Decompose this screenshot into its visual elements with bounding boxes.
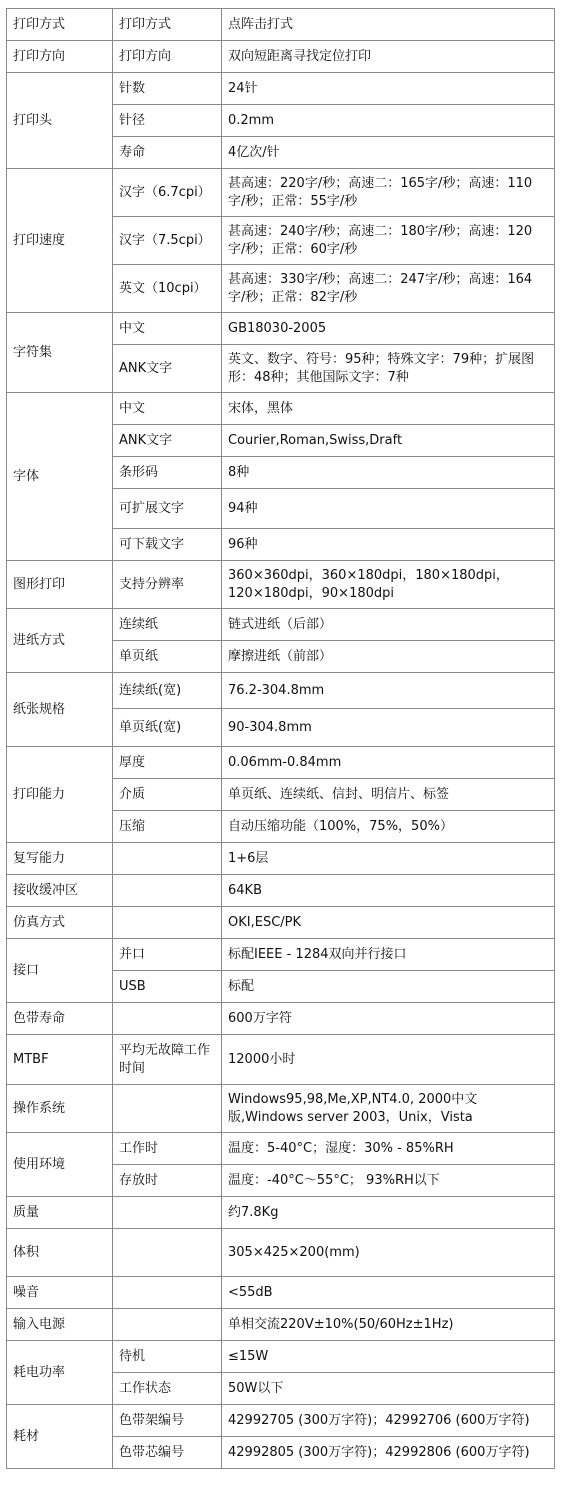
- subcategory-cell: 打印方式: [113, 9, 222, 41]
- value-cell: 甚高速：240字/秒；高速二：180字/秒；高速：120字/秒；正常：60字/秒: [222, 217, 555, 265]
- value-cell: 42992705 (300万字符)；42992706 (600万字符): [222, 1405, 555, 1437]
- value-cell: ≤15W: [222, 1341, 555, 1373]
- subcategory-cell: 连续纸(宽): [113, 673, 222, 709]
- category-cell: 进纸方式: [7, 609, 113, 673]
- category-cell: 耗材: [7, 1405, 113, 1469]
- category-cell: 体积: [7, 1229, 113, 1277]
- subcategory-cell: 汉字（7.5cpi）: [113, 217, 222, 265]
- value-cell: 600万字符: [222, 1003, 555, 1035]
- subcategory-cell: 色带芯编号: [113, 1437, 222, 1469]
- value-cell: 50W以下: [222, 1373, 555, 1405]
- value-cell: 0.2mm: [222, 105, 555, 137]
- subcategory-cell: 打印方向: [113, 41, 222, 73]
- subcategory-cell: 针数: [113, 73, 222, 105]
- category-cell: 接收缓冲区: [7, 875, 113, 907]
- value-cell: 90-304.8mm: [222, 709, 555, 747]
- table-row: [7, 1003, 555, 1035]
- subcategory-cell: [113, 1197, 222, 1229]
- subcategory-cell: 中文: [113, 393, 222, 425]
- table-row: [7, 843, 555, 875]
- category-cell: 仿真方式: [7, 907, 113, 939]
- value-cell: 链式进纸（后部）: [222, 609, 555, 641]
- value-cell: 约7.8Kg: [222, 1197, 555, 1229]
- category-cell: MTBF: [7, 1035, 113, 1085]
- subcategory-cell: USB: [113, 971, 222, 1003]
- category-cell: 接口: [7, 939, 113, 1003]
- value-cell: 点阵击打式: [222, 9, 555, 41]
- subcategory-cell: 介质: [113, 779, 222, 811]
- category-cell: 打印方向: [7, 41, 113, 73]
- value-cell: 温度：-40°C～55°C； 93%RH以下: [222, 1165, 555, 1197]
- value-cell: 42992805 (300万字符)；42992806 (600万字符): [222, 1437, 555, 1469]
- value-cell: OKI,ESC/PK: [222, 907, 555, 939]
- table-row: [7, 673, 555, 709]
- subcategory-cell: [113, 1309, 222, 1341]
- subcategory-cell: 针径: [113, 105, 222, 137]
- subcategory-cell: 连续纸: [113, 609, 222, 641]
- table-row: [7, 561, 555, 609]
- value-cell: 摩擦进纸（前部）: [222, 641, 555, 673]
- value-cell: 双向短距离寻找定位打印: [222, 41, 555, 73]
- value-cell: 76.2-304.8mm: [222, 673, 555, 709]
- value-cell: 96种: [222, 529, 555, 561]
- category-cell: 耗电功率: [7, 1341, 113, 1405]
- table-row: [7, 1133, 555, 1165]
- category-cell: 字体: [7, 393, 113, 561]
- value-cell: 标配IEEE - 1284双向并行接口: [222, 939, 555, 971]
- subcategory-cell: 汉字（6.7cpi）: [113, 169, 222, 217]
- subcategory-cell: [113, 843, 222, 875]
- value-cell: <55dB: [222, 1277, 555, 1309]
- table-row: [7, 939, 555, 971]
- category-cell: 纸张规格: [7, 673, 113, 747]
- subcategory-cell: 英文（10cpi）: [113, 265, 222, 313]
- category-cell: 打印头: [7, 73, 113, 169]
- subcategory-cell: 平均无故障工作时间: [113, 1035, 222, 1085]
- table-row: [7, 1229, 555, 1277]
- subcategory-cell: 色带架编号: [113, 1405, 222, 1437]
- category-cell: 复写能力: [7, 843, 113, 875]
- value-cell: 360×360dpi，360×180dpi，180×180dpi，120×180dpi，90×180dpi: [222, 561, 555, 609]
- category-cell: 使用环境: [7, 1133, 113, 1197]
- value-cell: 12000小时: [222, 1035, 555, 1085]
- spec-table-body: [7, 9, 555, 1469]
- value-cell: 8种: [222, 457, 555, 489]
- subcategory-cell: 单页纸(宽): [113, 709, 222, 747]
- subcategory-cell: 条形码: [113, 457, 222, 489]
- table-row: [7, 9, 555, 41]
- subcategory-cell: 工作时: [113, 1133, 222, 1165]
- category-cell: 输入电源: [7, 1309, 113, 1341]
- value-cell: 自动压缩功能（100%，75%，50%）: [222, 811, 555, 843]
- subcategory-cell: [113, 875, 222, 907]
- value-cell: 甚高速：220字/秒；高速二：165字/秒；高速：110字/秒；正常：55字/秒: [222, 169, 555, 217]
- value-cell: 宋体，黑体: [222, 393, 555, 425]
- category-cell: 打印速度: [7, 169, 113, 313]
- value-cell: 1+6层: [222, 843, 555, 875]
- subcategory-cell: [113, 1085, 222, 1133]
- table-row: [7, 1405, 555, 1437]
- subcategory-cell: [113, 1277, 222, 1309]
- table-row: [7, 1035, 555, 1085]
- subcategory-cell: ANK文字: [113, 345, 222, 393]
- value-cell: Courier,Roman,Swiss,Draft: [222, 425, 555, 457]
- subcategory-cell: 工作状态: [113, 1373, 222, 1405]
- category-cell: 色带寿命: [7, 1003, 113, 1035]
- table-row: [7, 41, 555, 73]
- value-cell: 24针: [222, 73, 555, 105]
- value-cell: 64KB: [222, 875, 555, 907]
- table-row: [7, 1085, 555, 1133]
- subcategory-cell: 压缩: [113, 811, 222, 843]
- subcategory-cell: 单页纸: [113, 641, 222, 673]
- category-cell: 图形打印: [7, 561, 113, 609]
- subcategory-cell: 待机: [113, 1341, 222, 1373]
- table-row: [7, 169, 555, 217]
- value-cell: 94种: [222, 489, 555, 529]
- subcategory-cell: [113, 1229, 222, 1277]
- value-cell: 单页纸、连续纸、信封、明信片、标签: [222, 779, 555, 811]
- subcategory-cell: [113, 1003, 222, 1035]
- value-cell: 4亿次/针: [222, 137, 555, 169]
- category-cell: 噪音: [7, 1277, 113, 1309]
- category-cell: 打印能力: [7, 747, 113, 843]
- value-cell: 英文、数字、符号：95种；特殊文字：79种；扩展图形：48种；其他国际文字：7种: [222, 345, 555, 393]
- subcategory-cell: 寿命: [113, 137, 222, 169]
- category-cell: 打印方式: [7, 9, 113, 41]
- category-cell: 字符集: [7, 313, 113, 393]
- value-cell: 0.06mm-0.84mm: [222, 747, 555, 779]
- subcategory-cell: 厚度: [113, 747, 222, 779]
- spec-table: [6, 8, 555, 1469]
- value-cell: 甚高速：330字/秒；高速二：247字/秒；高速：164字/秒；正常：82字/秒: [222, 265, 555, 313]
- value-cell: 305×425×200(mm): [222, 1229, 555, 1277]
- table-row: [7, 1277, 555, 1309]
- category-cell: 操作系统: [7, 1085, 113, 1133]
- value-cell: 标配: [222, 971, 555, 1003]
- table-row: [7, 73, 555, 105]
- table-row: [7, 609, 555, 641]
- table-row: [7, 1197, 555, 1229]
- table-row: [7, 747, 555, 779]
- subcategory-cell: 可下载文字: [113, 529, 222, 561]
- table-row: [7, 875, 555, 907]
- table-row: [7, 1309, 555, 1341]
- value-cell: 温度：5-40°C；湿度：30% - 85%RH: [222, 1133, 555, 1165]
- table-row: [7, 1341, 555, 1373]
- subcategory-cell: [113, 907, 222, 939]
- table-row: [7, 393, 555, 425]
- subcategory-cell: 中文: [113, 313, 222, 345]
- value-cell: Windows95,98,Me,XP,NT4.0, 2000中文版,Windows server 2003，Unix，Vista: [222, 1085, 555, 1133]
- subcategory-cell: 支持分辨率: [113, 561, 222, 609]
- value-cell: GB18030-2005: [222, 313, 555, 345]
- subcategory-cell: 存放时: [113, 1165, 222, 1197]
- subcategory-cell: 可扩展文字: [113, 489, 222, 529]
- category-cell: 质量: [7, 1197, 113, 1229]
- table-row: [7, 313, 555, 345]
- subcategory-cell: 并口: [113, 939, 222, 971]
- table-row: [7, 907, 555, 939]
- subcategory-cell: ANK文字: [113, 425, 222, 457]
- value-cell: 单相交流220V±10%(50/60Hz±1Hz): [222, 1309, 555, 1341]
